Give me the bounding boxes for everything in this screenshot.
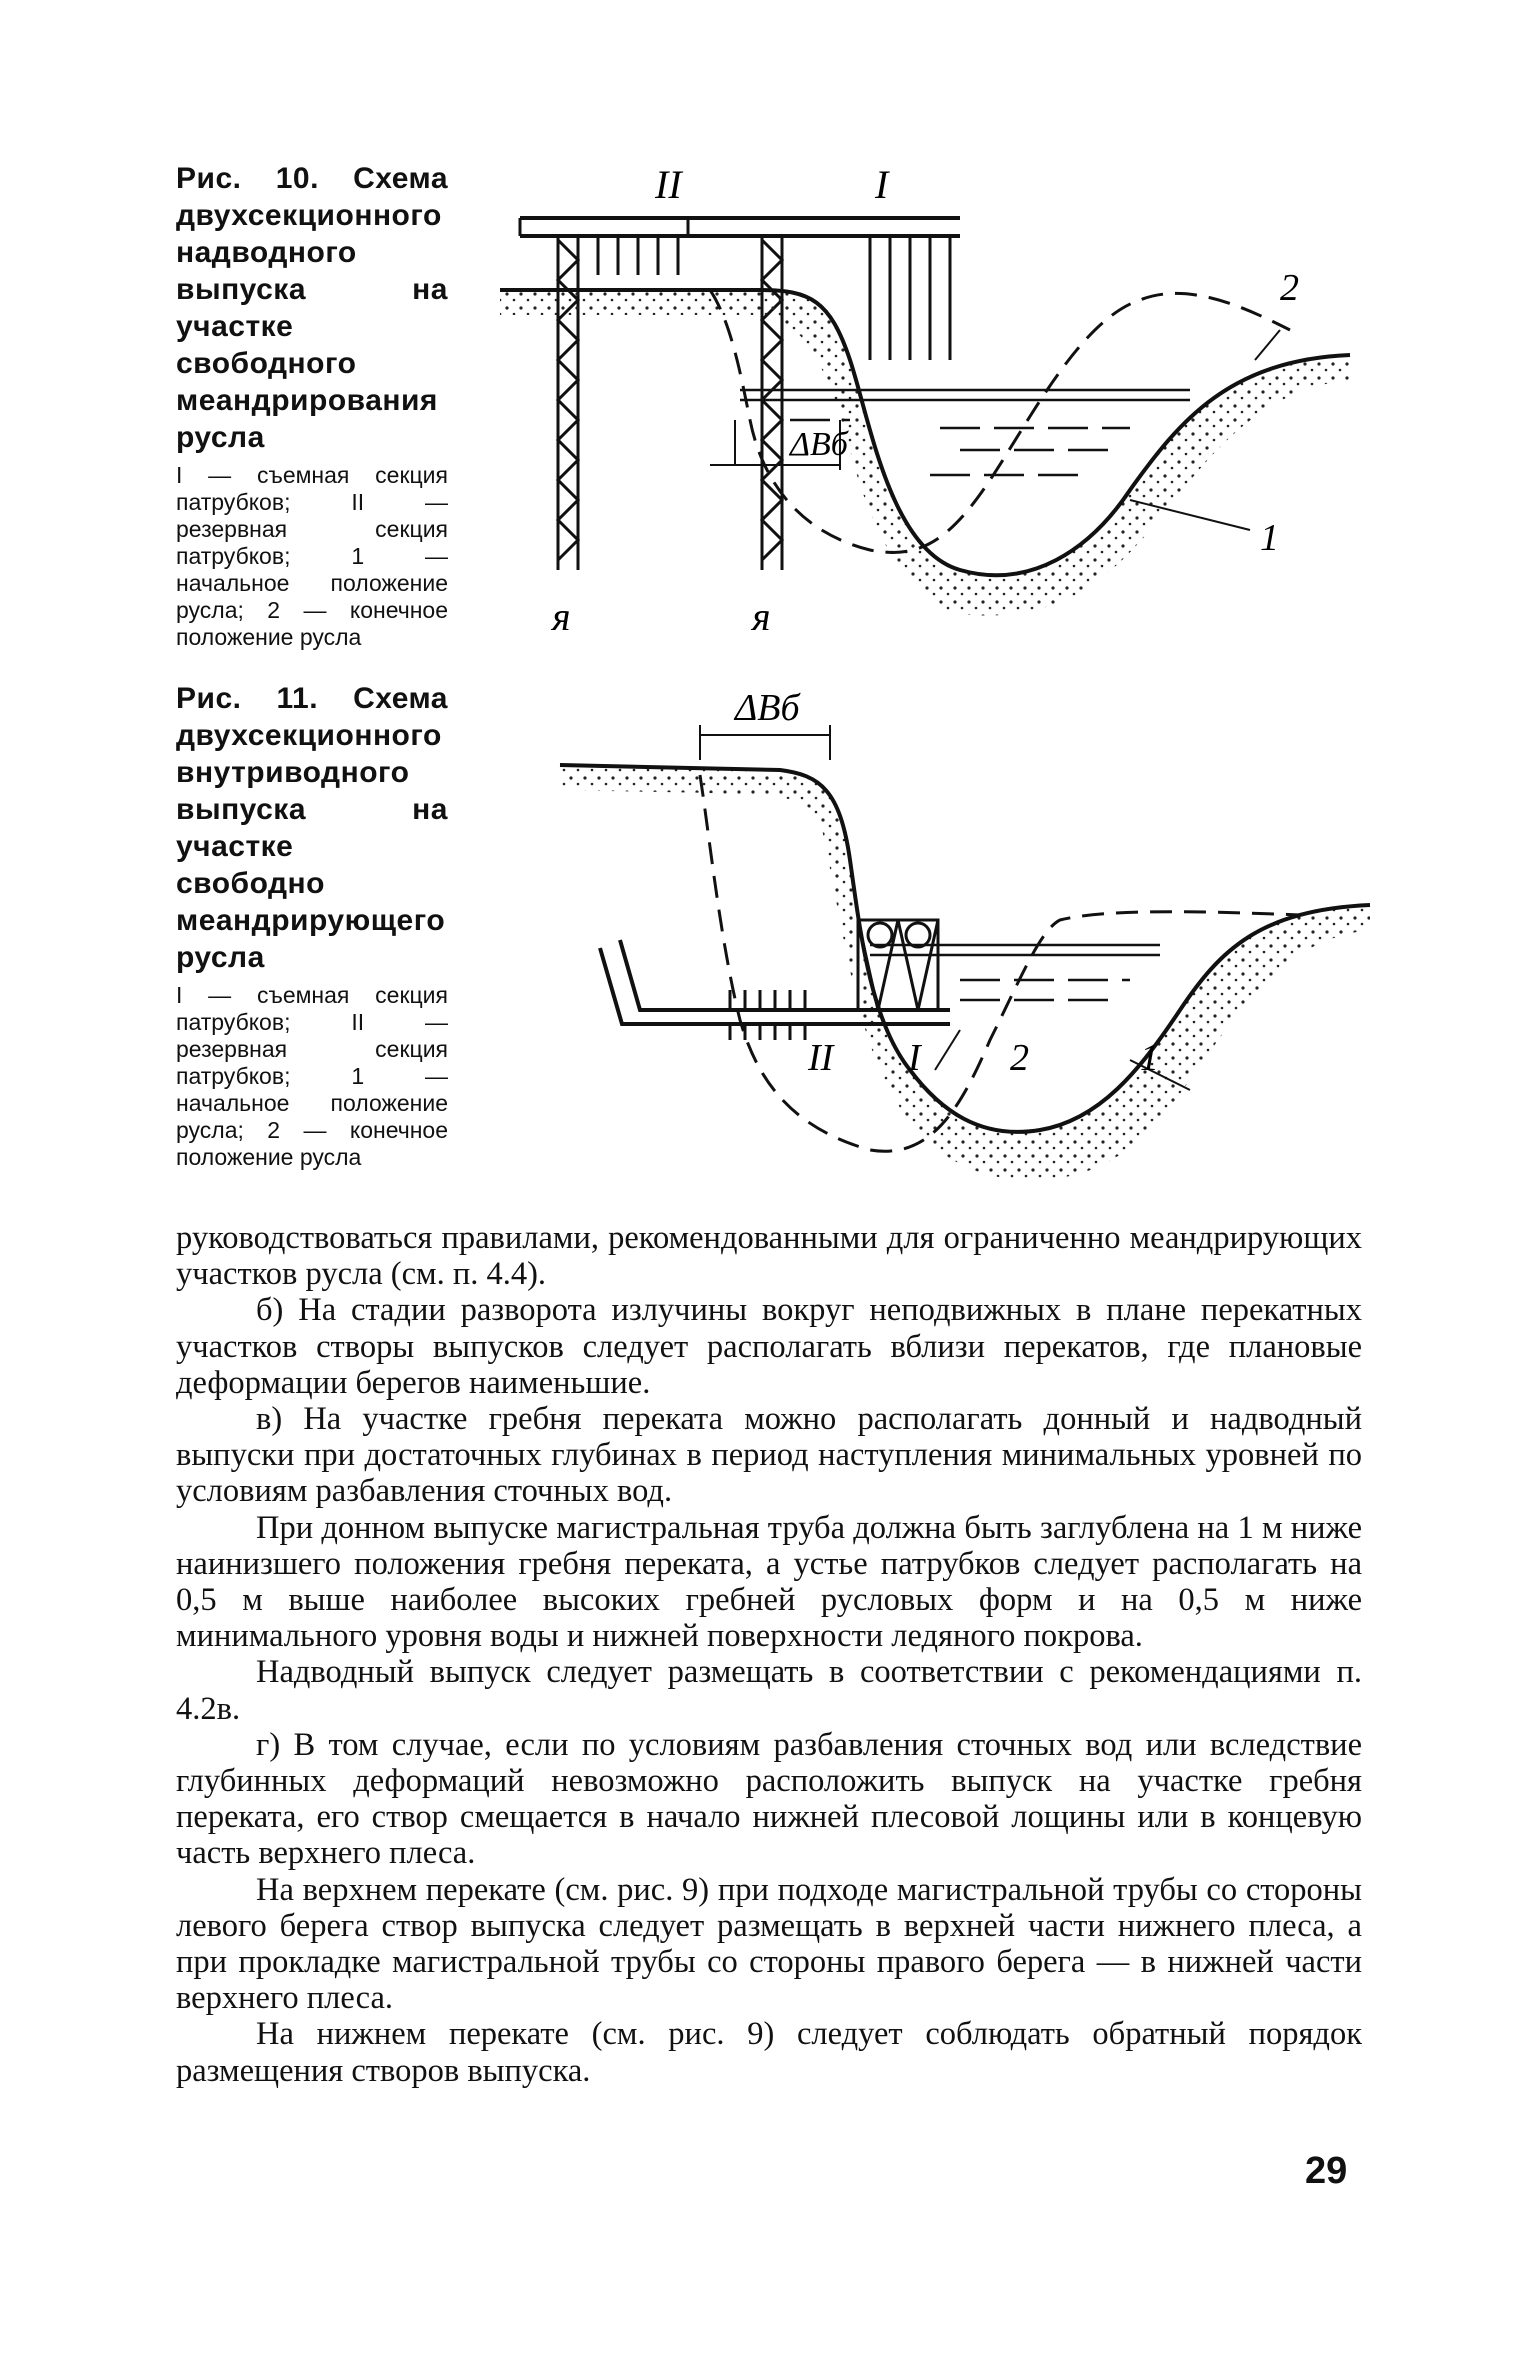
paragraph-7: На верхнем перекате (см. рис. 9) при подходе магистральной трубы со стороны левого берега створ выпуска следует размещать в верхней части нижнего плеса, а при прокладке магистральной трубы со стороны правого берега — в нижней части верхнего плеса. bbox=[176, 1871, 1362, 2017]
fig10-pile-left bbox=[558, 236, 578, 570]
paragraph-1: руководствоваться правилами, рекомендованными для ограниченно меандрирующих участков русла (см. п. 4.4). bbox=[176, 1220, 1362, 1293]
page-number: 29 bbox=[1305, 2150, 1348, 2192]
fig10-label-sec1: I bbox=[875, 162, 889, 207]
fig10-label-line2: 2 bbox=[1280, 267, 1299, 309]
paragraph-3: в) На участке гребня переката можно располагать донный и надводный выпуски при достаточных глубинах в период наступления минимальных уровней по условиям разбавления сточных вод. bbox=[176, 1401, 1362, 1510]
fig10-pile-foot-right: ᴙ bbox=[752, 594, 772, 639]
fig11-nozzles-ii bbox=[730, 990, 805, 1040]
fig11-caption bbox=[176, 680, 448, 1171]
fig11-label-sec1: I bbox=[908, 1037, 921, 1079]
fig10-caption bbox=[176, 160, 448, 651]
fig10-diagram bbox=[490, 150, 1370, 650]
fig11-diagram bbox=[540, 690, 1380, 1190]
fig11-caption-legend: I — съемная секция патрубков; II — резервная секция патрубков; 1 — начальное положение русла; 2 — конечное положение русла bbox=[176, 982, 448, 1170]
body-text bbox=[176, 1220, 1362, 2089]
fig11-label-delta: ΔBб bbox=[735, 690, 800, 729]
fig10-caption-title: Рис. 10. Схема двухсекционного надводного выпуска на участке свободного меандрирования русла bbox=[176, 162, 448, 454]
fig10-label-line1: 1 bbox=[1260, 517, 1279, 559]
fig10-pile-foot-left: ᴙ bbox=[552, 594, 572, 639]
fig10-nozzles-ii bbox=[598, 236, 678, 275]
paragraph-8: На нижнем перекате (см. рис. 9) следует соблюдать обратный порядок размещения створов выпуска. bbox=[176, 2016, 1362, 2089]
fig10-pile-right bbox=[762, 236, 782, 570]
paragraph-6: г) В том случае, если по условиям разбавления сточных вод или вследствие глубинных деформаций невозможно расположить выпуск на участке гребня переката, его створ смещается в начало нижней плесовой лощины или в концевую часть верхнего плеса. bbox=[176, 1726, 1362, 1872]
fig11-label-line1: 1 bbox=[1140, 1037, 1159, 1079]
fig10-label-delta: ΔBб bbox=[790, 426, 848, 463]
fig11-label-sec2: II bbox=[808, 1037, 834, 1079]
paragraph-5: Надводный выпуск следует размещать в соответствии с рекомендациями п. 4.2в. bbox=[176, 1654, 1362, 1727]
fig10-caption-legend: I — съемная секция патрубков; II — резервная секция патрубков; 1 — начальное положение русла; 2 — конечное положение русла bbox=[176, 462, 448, 650]
fig11-caption-title: Рис. 11. Схема двухсекционного внутриводного выпуска на участке свободно меандрирующего русла bbox=[176, 682, 448, 974]
paragraph-4: При донном выпуске магистральная труба должна быть заглублена на 1 м ниже наинизшего положения гребня переката, а устье патрубков следует располагать на 0,5 м выше наиболее высоких гребней русловых форм и на 0,5 м ниже минимального уровня воды и нижней поверхности ледяного покрова. bbox=[176, 1509, 1362, 1655]
paragraph-2: б) На стадии разворота излучины вокруг неподвижных в плане перекатных участков створы выпусков следует располагать вблизи перекатов, где плановые деформации берегов наименьшие. bbox=[176, 1292, 1362, 1401]
fig10-nozzles-i bbox=[870, 236, 950, 360]
fig10-label-sec2: II bbox=[655, 162, 682, 207]
fig11-label-line2: 2 bbox=[1010, 1037, 1029, 1079]
